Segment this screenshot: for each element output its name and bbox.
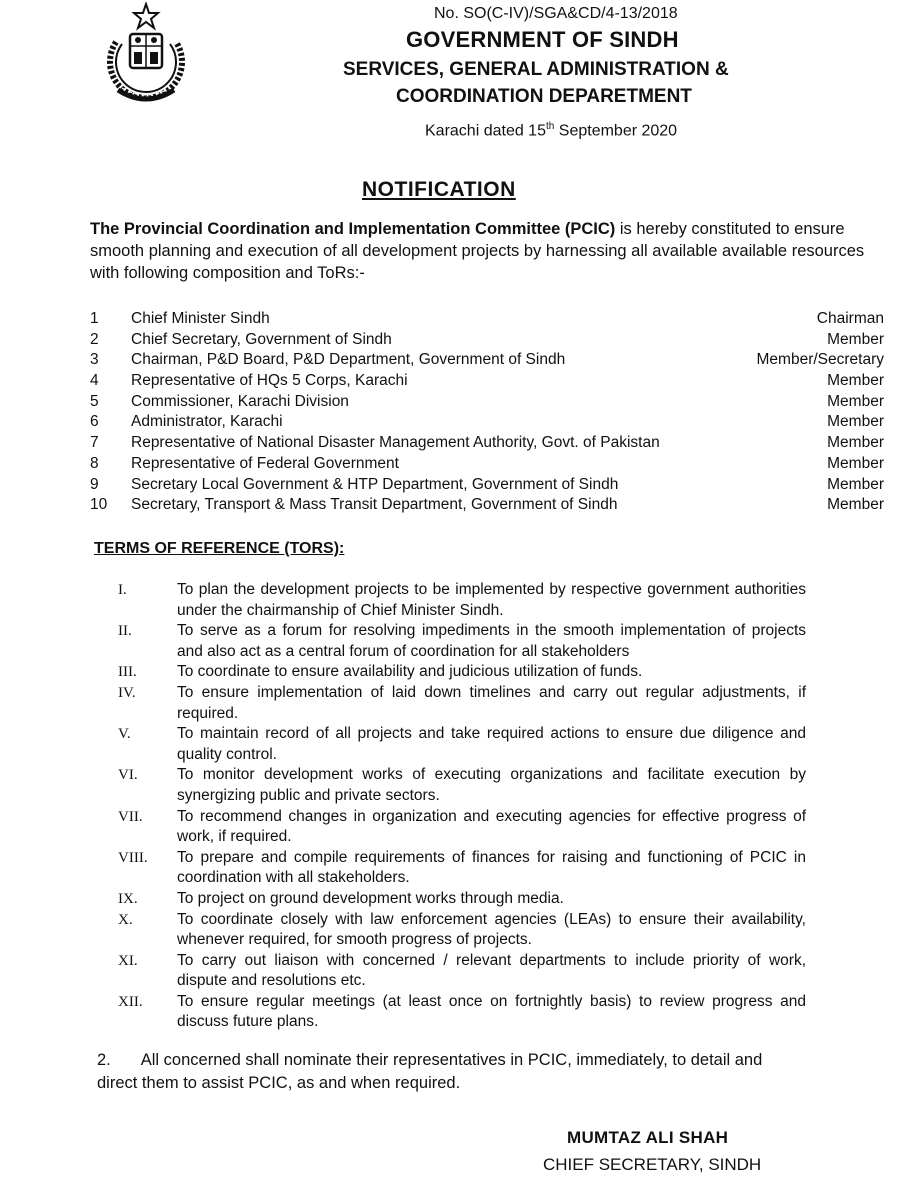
member-number: 3	[90, 351, 99, 369]
tor-text: To project on ground development works through media.	[177, 889, 564, 907]
issue-date: Karachi dated 15th September 2020	[425, 121, 678, 140]
member-number: 7	[90, 434, 99, 452]
tor-item	[118, 889, 806, 910]
member-role: Member/Secretary	[756, 351, 884, 369]
tor-number: VII.	[118, 808, 143, 825]
committee-name: The Provincial Coordination and Implementation Committee (PCIC)	[90, 220, 616, 238]
tor-text: To monitor development works of executing organizations and facilitate execution by synergizing public and private sectors.	[177, 766, 806, 804]
member-name: Secretary Local Government & HTP Department, Government of Sindh	[131, 475, 619, 493]
member-row	[90, 495, 884, 516]
member-number: 9	[90, 475, 99, 493]
tor-text: To maintain record of all projects and take required actions to ensure due diligence and quality control.	[177, 725, 806, 763]
tor-text: To prepare and compile requirements of finances for raising and functioning of PCIC in coordination with all stakeholders.	[177, 848, 806, 887]
tor-text: To ensure regular meetings (at least once on fortnightly basis) to review progress and discuss future plans.	[177, 992, 806, 1031]
member-name: Commissioner, Karachi Division	[131, 392, 349, 410]
terms-of-reference-list	[118, 580, 806, 1033]
member-row	[90, 371, 884, 392]
member-name: Chief Secretary, Government of Sindh	[131, 330, 392, 348]
member-row	[90, 475, 884, 496]
sindh-government-emblem-icon	[96, 2, 196, 114]
tor-item	[118, 683, 806, 724]
tor-number: VIII.	[118, 849, 148, 866]
department-line-2: COORDINATION DEPARETMENT	[396, 86, 692, 107]
member-row	[90, 309, 884, 330]
composition-list	[90, 309, 884, 516]
tor-text: To ensure implementation of laid down timelines and carry out regular adjustments, if required.	[177, 683, 806, 722]
member-role: Member	[827, 413, 884, 431]
member-number: 4	[90, 372, 99, 390]
government-title: GOVERNMENT OF SINDH	[406, 27, 679, 52]
tor-number: II.	[118, 623, 132, 640]
member-number: 10	[90, 496, 108, 514]
tor-item	[118, 621, 806, 662]
tor-text: To coordinate to ensure availability and judicious utilization of funds.	[177, 663, 643, 681]
member-role: Member	[827, 372, 884, 390]
tor-text: To serve as a forum for resolving impediments in the smooth implementation of projects and also act as a central forum of coordination for all stakeholders	[177, 622, 806, 660]
tor-text: To carry out liaison with concerned / relevant departments to include priority of work, dispute and resolutions etc.	[177, 951, 806, 990]
signatory-title: CHIEF SECRETARY, SINDH	[543, 1155, 762, 1174]
tor-number: III.	[118, 664, 137, 681]
member-name: Chairman, P&D Board, P&D Department, Government of Sindh	[131, 351, 566, 369]
member-row	[90, 454, 884, 475]
tor-item	[118, 807, 806, 848]
member-row	[90, 412, 884, 433]
tor-text: To coordinate closely with law enforcement agencies (LEAs) to ensure their availability, whenever required, for smooth progress of projects.	[177, 910, 806, 949]
tor-number: IV.	[118, 684, 136, 701]
tor-item	[118, 724, 806, 765]
member-role: Member	[827, 392, 884, 410]
member-name: Representative of Federal Government	[131, 454, 399, 472]
tor-item	[118, 848, 806, 889]
tor-number: IX.	[118, 890, 138, 907]
tor-item	[118, 765, 806, 806]
paragraph-2: 2. All concerned shall nominate their representatives in PCIC, immediately, to detail and direct them to assist PCIC, as and when required.	[97, 1051, 763, 1092]
member-role: Member	[827, 330, 884, 348]
tor-heading: TERMS OF REFERENCE (TORS):	[94, 540, 345, 557]
tor-text: To recommend changes in organization and executing agencies for effective progress of work, if required.	[177, 807, 806, 846]
tor-number: VI.	[118, 767, 138, 784]
signatory-name: MUMTAZ ALI SHAH	[567, 1128, 729, 1147]
department-line-1: SERVICES, GENERAL ADMINISTRATION &	[343, 59, 729, 80]
tor-number: XI.	[118, 952, 138, 969]
member-number: 1	[90, 310, 99, 327]
member-role: Member	[827, 475, 884, 493]
member-row	[90, 350, 884, 371]
member-role: Member	[827, 434, 884, 452]
tor-number: I.	[118, 582, 127, 598]
notification-title: NOTIFICATION	[362, 178, 516, 201]
intro-paragraph: The Provincial Coordination and Implementation Committee (PCIC) is hereby constituted to ensure smooth planning and execution of all development projects by harnessing all available available resources with following composition and ToRs:-	[90, 220, 865, 282]
member-role: Chairman	[816, 310, 884, 327]
member-name: Representative of National Disaster Management Authority, Govt. of Pakistan	[131, 434, 660, 452]
tor-text: To plan the development projects to be implemented by respective government authorities under the chairmanship of Chief Minister Sindh.	[177, 581, 806, 619]
member-number: 2	[90, 330, 99, 348]
member-name: Administrator, Karachi	[131, 413, 283, 431]
member-role: Member	[827, 454, 884, 472]
tor-number: X.	[118, 911, 133, 928]
tor-item	[118, 910, 806, 951]
member-name: Chief Minister Sindh	[131, 310, 270, 327]
tor-item	[118, 662, 806, 683]
member-row	[90, 433, 884, 454]
member-number: 5	[90, 392, 99, 410]
tor-item	[118, 951, 806, 992]
tor-item	[118, 580, 806, 621]
member-role: Member	[827, 496, 884, 514]
tor-number: V.	[118, 726, 131, 743]
member-row	[90, 330, 884, 351]
tor-item	[118, 992, 806, 1033]
member-row	[90, 392, 884, 413]
member-number: 8	[90, 454, 99, 472]
member-name: Representative of HQs 5 Corps, Karachi	[131, 372, 408, 390]
member-name: Secretary, Transport & Mass Transit Department, Government of Sindh	[131, 496, 618, 514]
reference-number: No. SO(C-IV)/SGA&CD/4-13/2018	[434, 5, 678, 22]
member-number: 6	[90, 413, 99, 431]
tor-number: XII.	[118, 993, 143, 1010]
